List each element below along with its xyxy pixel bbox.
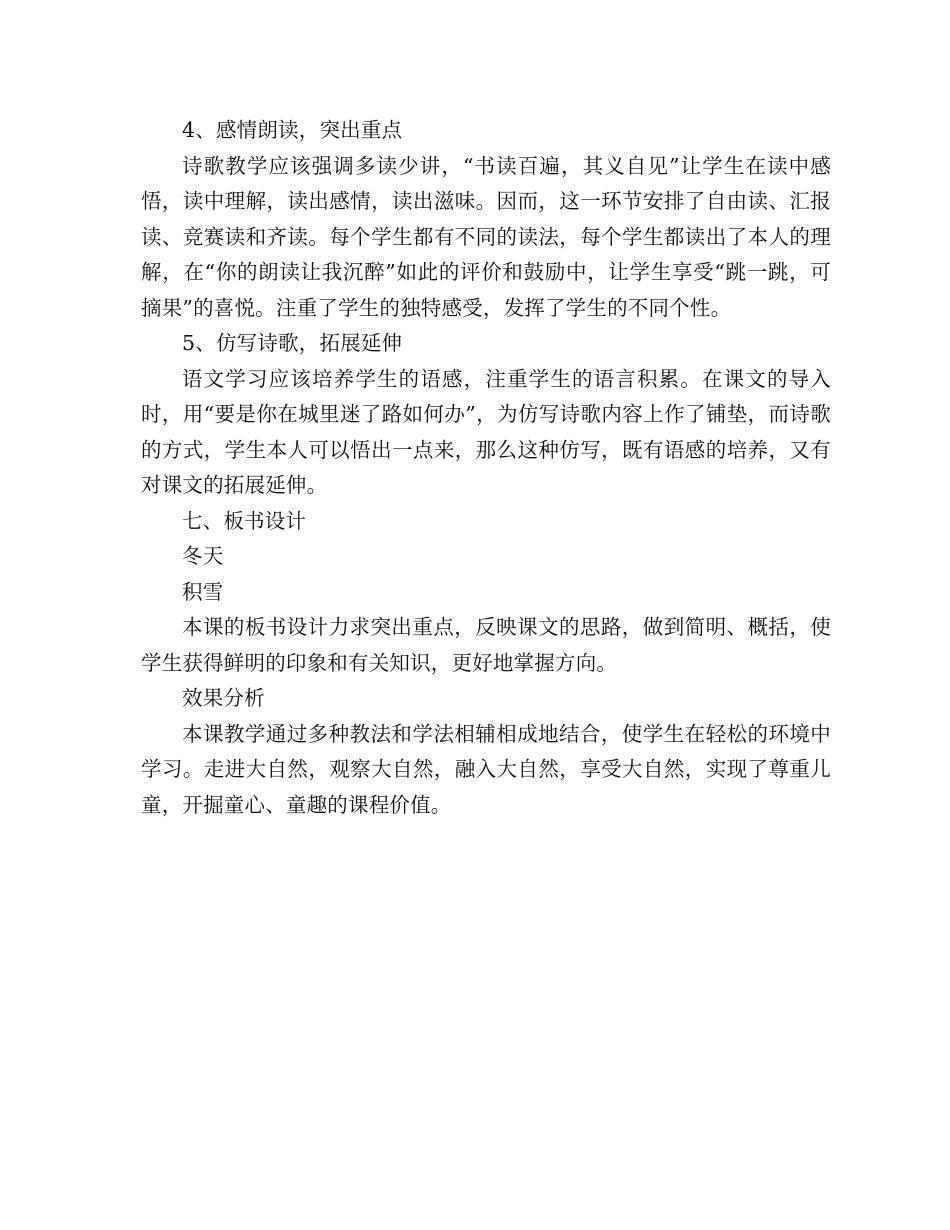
paragraph-effect: 本课教学通过多种教法和学法相辅相成地结合，使学生在轻松的环境中学习。走进大自然，观察大自然，融入大自然，享受大自然，实现了尊重儿童，开掘童心、童趣的课程价值。	[141, 721, 831, 817]
board-item-winter: 冬天	[182, 544, 224, 568]
section-heading-effect: 效果分析	[182, 686, 265, 710]
paragraph-reading: 诗歌教学应该强调多读少讲，“书读百遍，其义自见”让学生在读中感悟，读中理解，读出感情，读出滋味。因而，这一环节安排了自由读、汇报读、竞赛读和齐读。每个学生都有不同的读法，每个学生都读出了本人的理解，在“你的朗读让我沉醉”如此的评价和鼓励中，让学生享受“跳一跳，可摘果”的喜悦。注重了学生的独特感受，发挥了学生的不同个性。	[141, 153, 831, 320]
section-heading-imitation: 5、仿写诗歌，拓展延伸	[182, 331, 403, 355]
paragraph-board-design: 本课的板书设计力求突出重点，反映课文的思路，做到简明、概括，使学生获得鲜明的印象和有关知识，更好地掌握方向。	[141, 615, 831, 675]
board-item-snow: 积雪	[182, 579, 224, 604]
section-heading-board-design: 七、板书设计	[182, 508, 307, 533]
section-heading-reading: 4、感情朗读，突出重点	[182, 118, 403, 142]
paragraph-imitation: 语文学习应该培养学生的语感，注重学生的语言积累。在课文的导入时，用“要是你在城里迷了路如何办”，为仿写诗歌内容上作了铺垫，而诗歌的方式，学生本人可以悟出一点来，那么这种仿写，既有语感的培养，又有对课文的拓展延伸。	[141, 366, 831, 497]
document-body	[141, 113, 831, 823]
